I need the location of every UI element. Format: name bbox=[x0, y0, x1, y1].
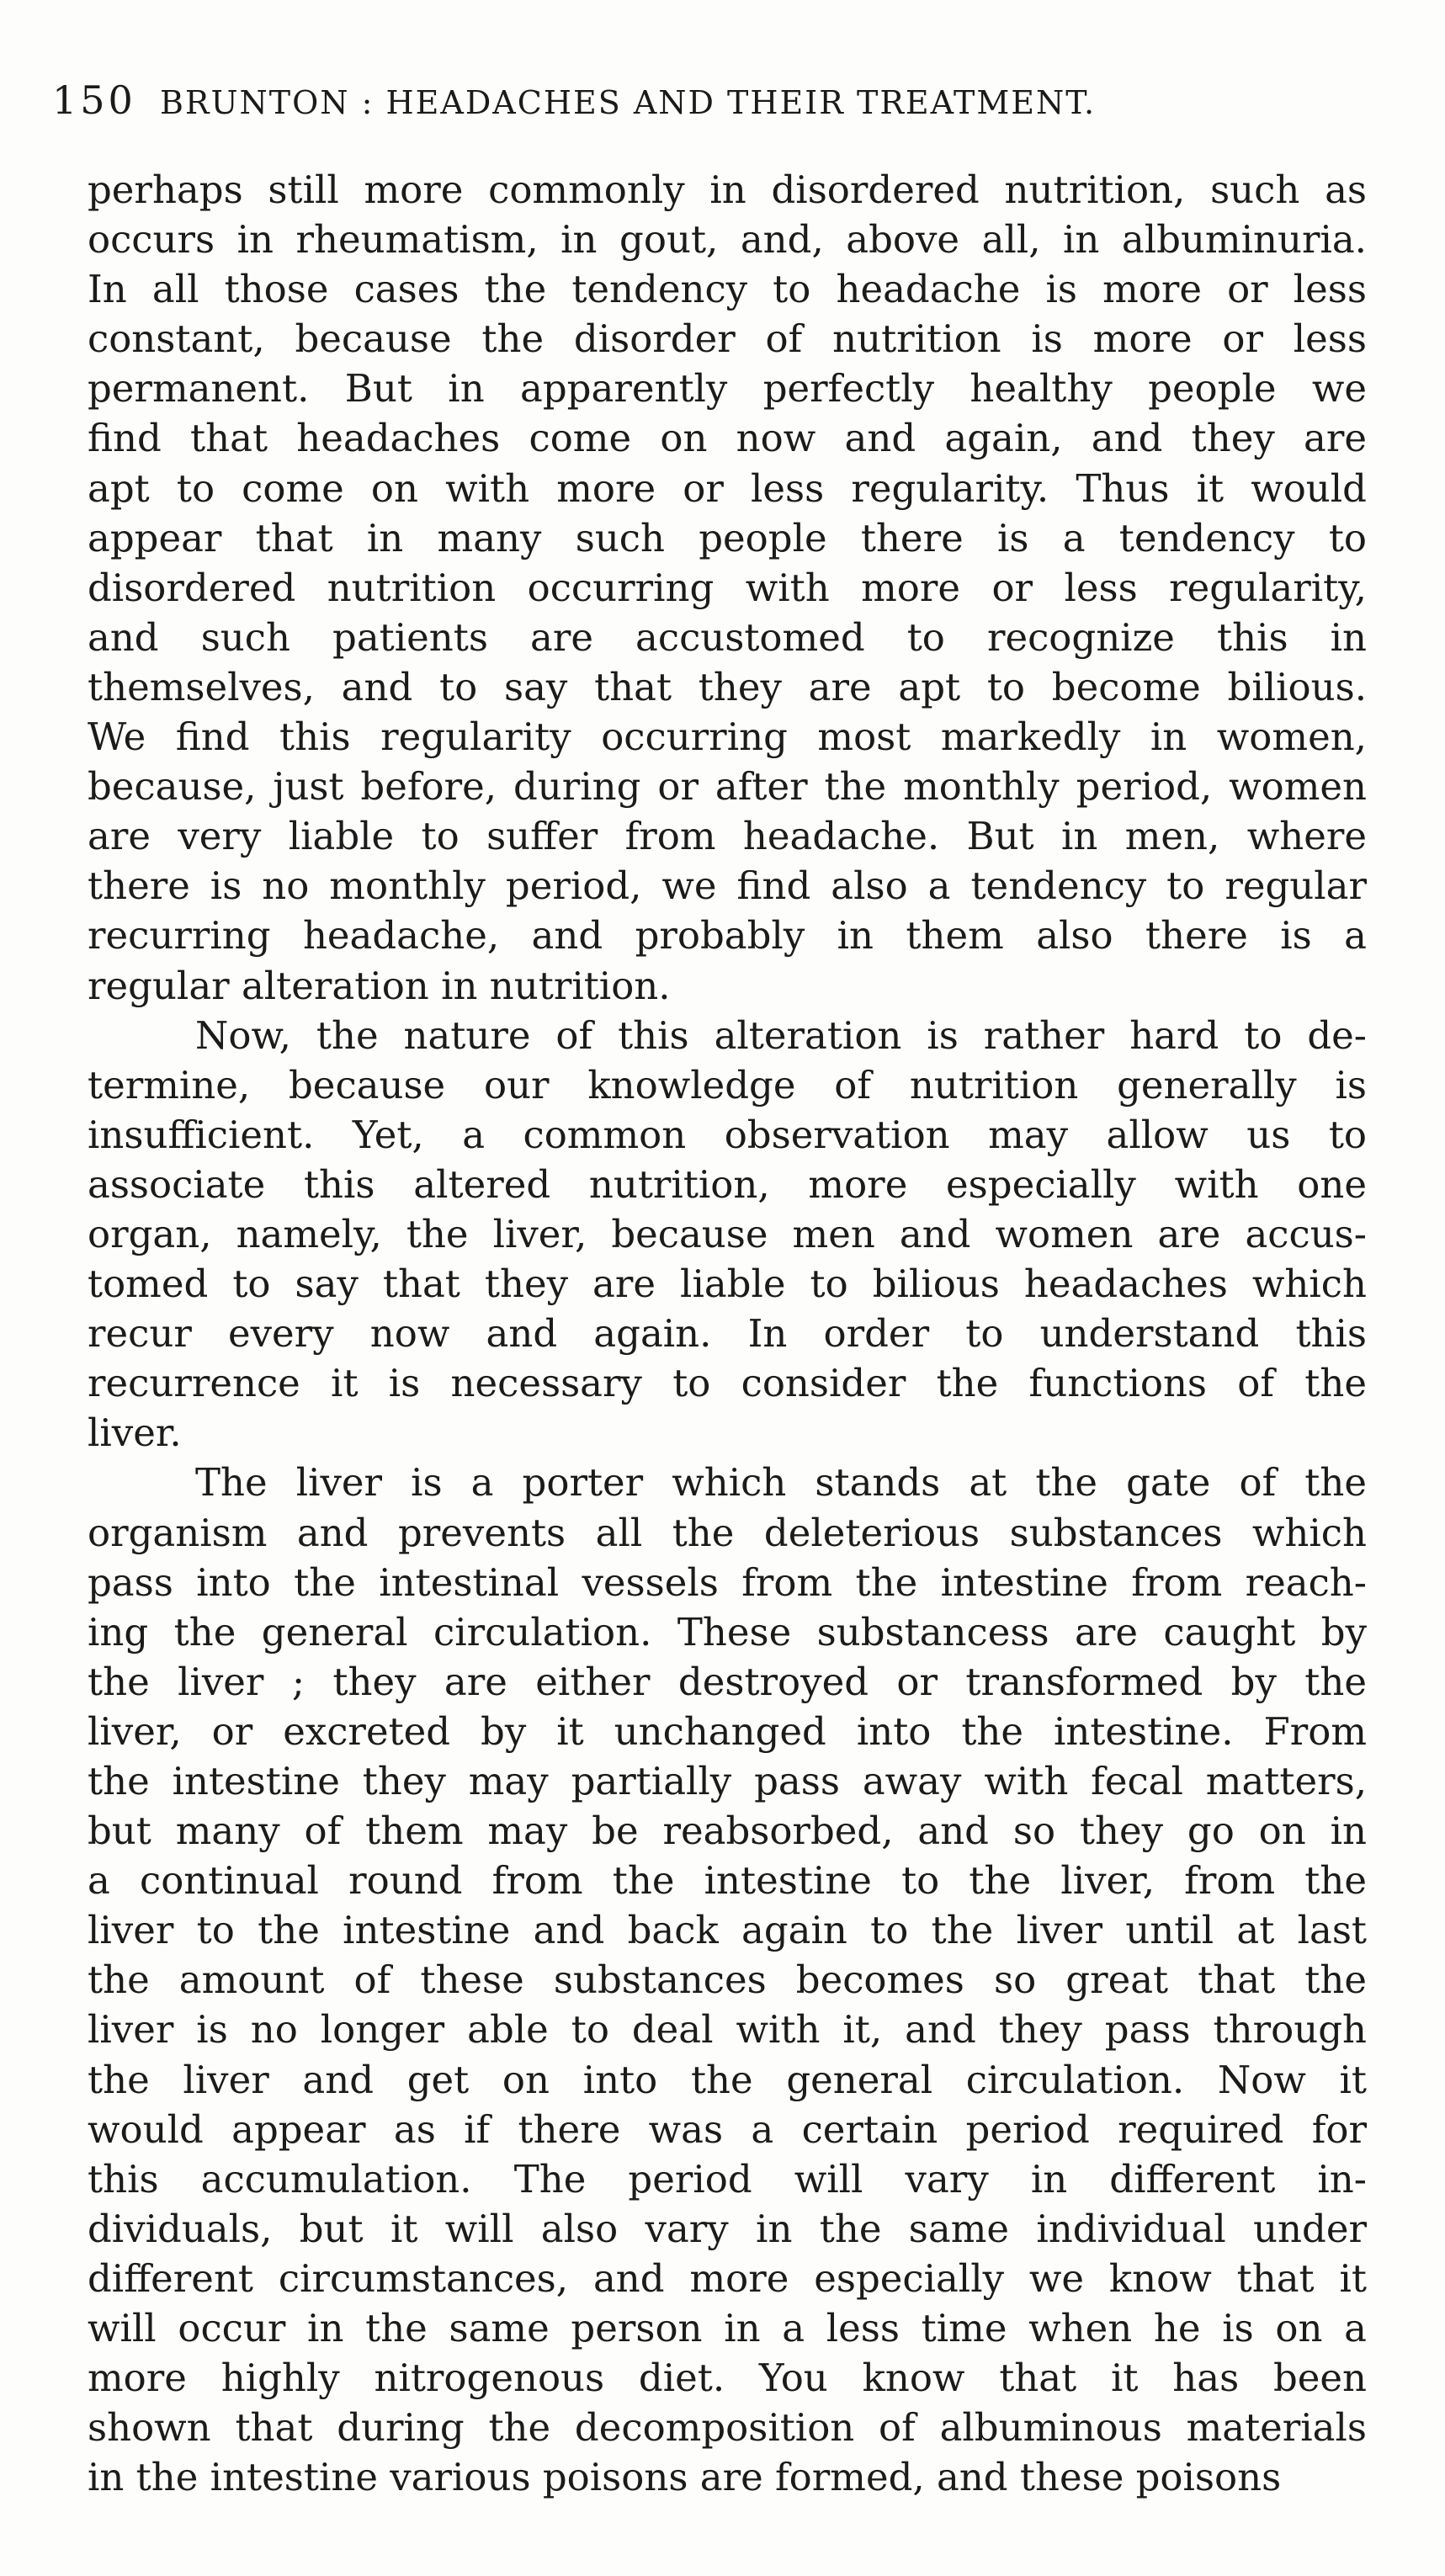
text-line: constant, because the disorder of nutrition is more or less bbox=[88, 316, 1367, 362]
running-head bbox=[52, 77, 1365, 128]
paragraph bbox=[88, 165, 1367, 1011]
page-number: 150 bbox=[52, 77, 136, 123]
text-line: insufficient. Yet, a common observation may allow us to bbox=[88, 1112, 1367, 1157]
text-line: perhaps still more commonly in disordered nutrition, such as bbox=[88, 167, 1367, 212]
text-line: liver. bbox=[88, 1410, 182, 1456]
text-line: different circumstances, and more especially we know that it bbox=[88, 2255, 1367, 2301]
text-line: tomed to say that they are liable to bilious headaches which bbox=[88, 1261, 1367, 1307]
text-line: pass into the intestinal vessels from the intestine from reach- bbox=[88, 1559, 1367, 1605]
text-line: and such patients are accustomed to recognize this in bbox=[88, 614, 1367, 660]
text-line: the intestine they may partially pass away with fecal matters, bbox=[88, 1759, 1367, 1803]
text-line: the liver ; they are either destroyed or transformed by the bbox=[88, 1659, 1367, 1704]
text-line: liver to the intestine and back again to the liver until at last bbox=[88, 1908, 1367, 1953]
text-line: will occur in the same person in a less time when he is on a bbox=[88, 2306, 1367, 2351]
text-line: are very liable to suffer from headache. But in men, where bbox=[88, 814, 1367, 859]
body-text bbox=[88, 165, 1367, 2502]
text-line: apt to come on with more or less regularity. Thus it would bbox=[88, 465, 1367, 511]
paragraph bbox=[88, 1458, 1367, 2502]
text-line: find that headaches come on now and again, and they are bbox=[88, 416, 1367, 461]
text-line: liver is no longer able to deal with it, and they pass through bbox=[88, 2007, 1367, 2053]
text-line: more highly nitrogenous diet. You know that it has been bbox=[88, 2356, 1367, 2401]
text-line: recurrence it is necessary to consider the functions of the bbox=[88, 1361, 1367, 1406]
text-line: this accumulation. The period will vary in different in- bbox=[88, 2156, 1367, 2202]
text-line: dividuals, but it will also vary in the same individual under bbox=[88, 2206, 1367, 2251]
text-line: associate this altered nutrition, more especially with one bbox=[88, 1161, 1367, 1207]
running-head-title: BRUNTON : HEADACHES AND THEIR TREATMENT. bbox=[160, 84, 1097, 121]
text-line: there is no monthly period, we find also a tendency to regular bbox=[88, 863, 1367, 909]
text-line: We find this regularity occurring most markedly in women, bbox=[88, 714, 1367, 760]
text-line: permanent. But in apparently perfectly healthy people we bbox=[88, 366, 1367, 412]
text-line: in the intestine various poisons are formed, and these poisons bbox=[88, 2455, 1282, 2500]
text-line: In all those cases the tendency to headache is more or less bbox=[88, 267, 1367, 312]
text-line: ing the general circulation. These substancess are caught by bbox=[88, 1609, 1367, 1654]
text-line: but many of them may be reabsorbed, and so they go on in bbox=[88, 1809, 1367, 1854]
paragraph bbox=[88, 1011, 1367, 1458]
text-line: would appear as if there was a certain period required for bbox=[88, 2106, 1367, 2152]
text-line: the amount of these substances becomes so great that the bbox=[88, 1957, 1367, 2003]
text-line: organism and prevents all the deleterious substances which bbox=[88, 1510, 1367, 1555]
text-line: liver, or excreted by it unchanged into the intestine. From bbox=[88, 1708, 1367, 1754]
text-line: Now, the nature of this alteration is rather hard to de- bbox=[195, 1012, 1367, 1058]
text-line: because, just before, during or after the monthly period, women bbox=[88, 764, 1367, 810]
text-line: recurring headache, and probably in them also there is a bbox=[88, 913, 1367, 959]
text-line: a continual round from the intestine to the liver, from the bbox=[88, 1858, 1367, 1904]
text-line: termine, because our knowledge of nutrition generally is bbox=[88, 1062, 1367, 1107]
text-line: The liver is a porter which stands at the gate of the bbox=[195, 1460, 1367, 1506]
text-line: the liver and get on into the general circulation. Now it bbox=[88, 2057, 1367, 2102]
text-line: appear that in many such people there is a tendency to bbox=[88, 515, 1367, 560]
text-line: recur every now and again. In order to understand this bbox=[88, 1311, 1367, 1357]
text-line: themselves, and to say that they are apt to become bilious. bbox=[88, 664, 1367, 709]
text-line: occurs in rheumatism, in gout, and, above all, in albuminuria. bbox=[88, 217, 1367, 263]
text-line: regular alteration in nutrition. bbox=[88, 963, 671, 1008]
text-line: shown that during the decomposition of albuminous materials bbox=[88, 2405, 1367, 2451]
text-line: disordered nutrition occurring with more or less regularity, bbox=[88, 565, 1367, 610]
text-line: organ, namely, the liver, because men and women are accus- bbox=[88, 1211, 1367, 1256]
